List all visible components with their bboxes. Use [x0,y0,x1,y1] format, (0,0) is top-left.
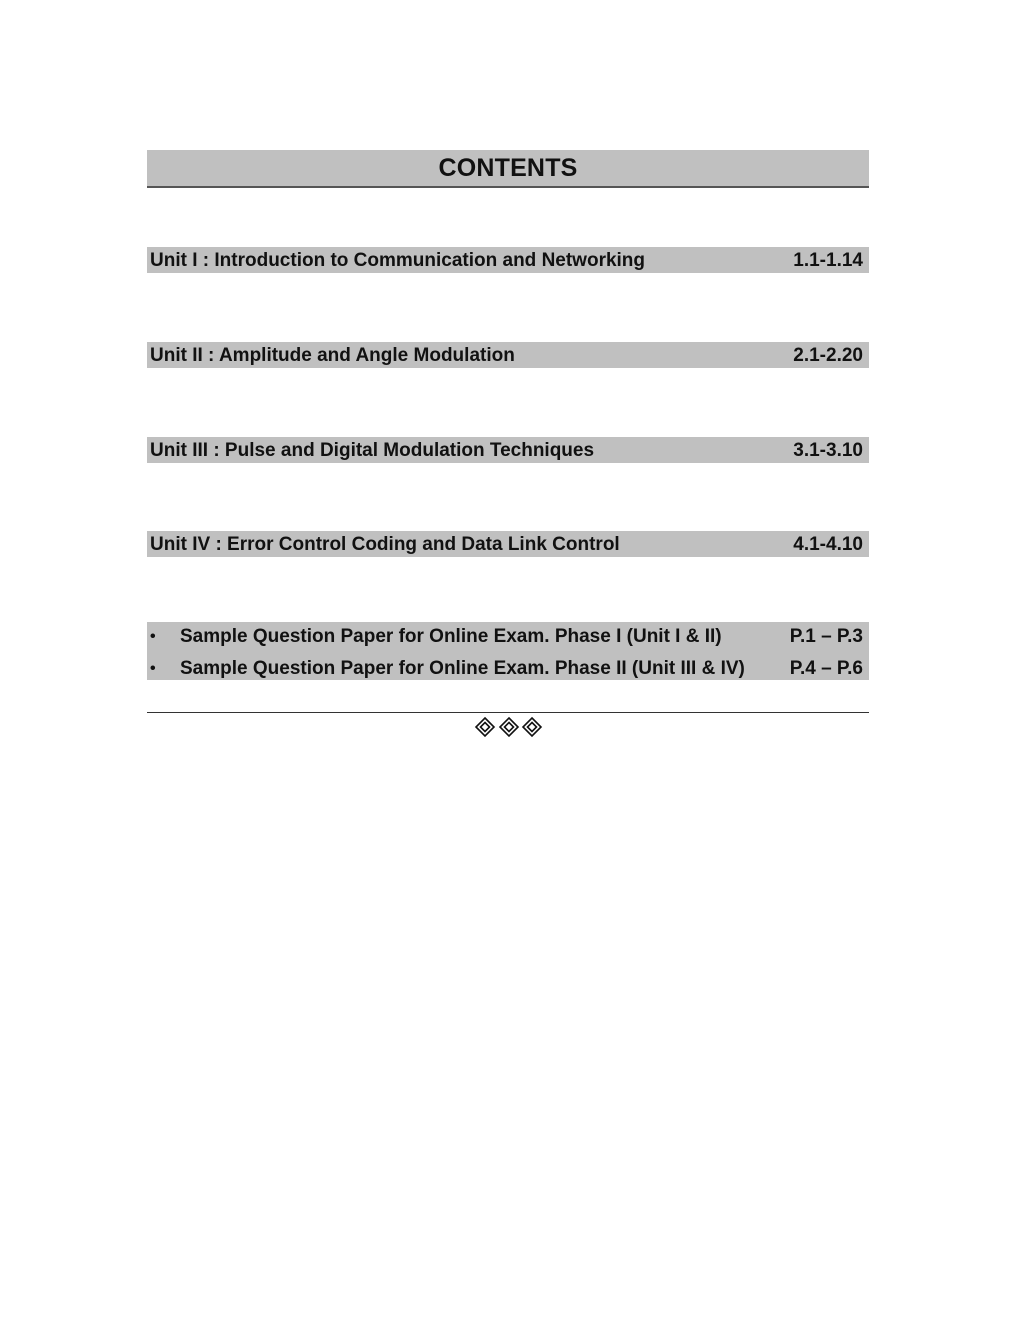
toc-entry-pages: 4.1-4.10 [793,534,863,555]
toc-entry-sample-paper-2[interactable] [147,654,869,683]
toc-entry-sample-paper-1[interactable] [147,622,869,651]
toc-entry-pages: 3.1-3.10 [793,440,863,461]
sample-papers-block [147,622,869,680]
toc-entry-label: Sample Question Paper for Online Exam. Phase II (Unit III & IV) [180,658,745,679]
bullet-icon: • [150,628,156,645]
toc-entry-label: Sample Question Paper for Online Exam. Phase I (Unit I & II) [180,626,722,647]
toc-entry-label: Unit III : Pulse and Digital Modulation Techniques [150,440,595,461]
toc-entry-pages: 1.1-1.14 [793,250,863,271]
toc-entry-pages: P.4 – P.6 [789,658,863,679]
toc-entry-label: Unit I : Introduction to Communication and Networking [150,250,646,271]
toc-entry-unit-3[interactable] [147,437,869,463]
toc-entry-unit-2[interactable] [147,342,869,368]
bullet-icon: • [150,660,156,677]
toc-entry-label: Unit II : Amplitude and Angle Modulation [150,345,515,366]
toc-entry-pages: 2.1-2.20 [793,345,863,366]
toc-entry-unit-4[interactable] [147,531,869,557]
triple-diamond-ornament-icon [474,716,544,738]
section-divider [147,712,869,713]
toc-entry-unit-1[interactable] [147,247,869,273]
toc-entry-pages: P.1 – P.3 [789,626,863,647]
contents-title: CONTENTS [147,150,869,188]
toc-entry-label: Unit IV : Error Control Coding and Data Link Control [150,534,620,555]
